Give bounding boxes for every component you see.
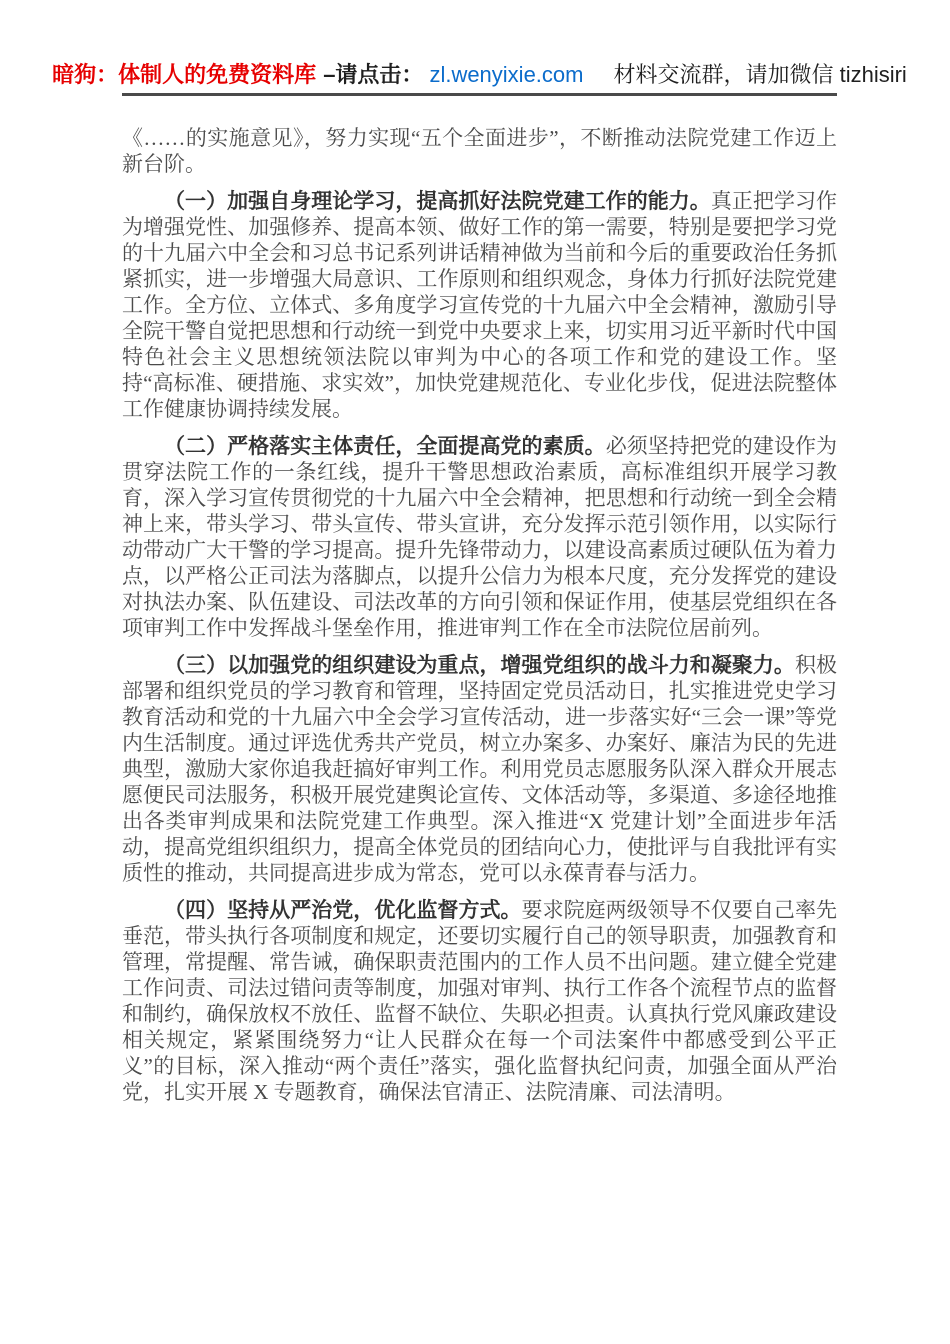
promo-group-note: 材料交流群，请加微信 tizhisiri (613, 62, 907, 87)
paragraph-lead: （四）坚持从严治党，优化监督方式。 (164, 898, 522, 922)
paragraph-text: 积极部署和组织党员的学习教育和管理，坚持固定党员活动日，扎实推进党史学习教育活动和党的十九届六中全会学习宣传活动，进一步落实好“三会一课”等党内生活制度。通过评选优秀共产党员，树立办案多、办案好、廉洁为民的先进典型，激励大家你追我赶搞好审判工作。利用党员志愿服务队深入群众开展志愿便民司法服务，积极开展党建舆论宣传、文体活动等，多渠道、多途径地推出各类审判成果和法院党建工作典型。深入推进“X 党建计划”全面进步年活动，提高党组织组织力，提高全体党员的团结向心力，使批评与自我批评有实质性的推动，共同提高进步成为常态，党可以永葆青春与活力。 (122, 653, 838, 885)
paragraph-text: 要求院庭两级领导不仅要自己率先垂范，带头执行各项制度和规定，还要切实履行自己的领导职责，加强教育和管理，常提醒、常告诫，确保职责范围内的工作人员不出问题。建立健全党建工作问责、司法过错问责等制度，加强对审判、执行工作各个流程节点的监督和制约，确保放权不放任、监督不缺位、失职必担责。认真执行党风廉政建设相关规定，紧紧围绕努力“让人民群众在每一个司法案件中都感受到公平正义”的目标，深入推动“两个责任”落实，强化监督执纪问责，加强全面从严治党，扎实开展 X 专题教育，确保法官清正、法院清廉、司法清明。 (122, 898, 837, 1104)
paragraph-text: 必须坚持把党的建设作为贯穿法院工作的一条红线，提升干警思想政治素质，高标准组织开展学习教育，深入学习宣传贯彻党的十九届六中全会精神，把思想和行动统一到全会精神上来，带头学习、带头宣传、带头宣讲，充分发挥示范引领作用，以实际行动带动广大干警的学习提高。提升先锋带动力，以建设高素质过硬队伍为着力点，以严格公正司法为落脚点，以提升公信力为根本尺度，充分发挥党的建设对执法办案、队伍建设、司法改革的方向引领和保证作用，使基层党组织在各项审判工作中发挥战斗堡垒作用，推进审判工作在全市法院位居前列。 (122, 434, 838, 640)
promo-site-link[interactable]: zl.wenyixie.com (429, 62, 584, 87)
paragraph-text: 《……的实施意见》，努力实现“五个全面进步”，不断推动法院党建工作迈上新台阶。 (122, 126, 837, 176)
promo-brand-text: 暗狗：体制人的免费资料库 (52, 62, 317, 87)
document-body (122, 125, 837, 1105)
paragraph-section-2 (122, 433, 837, 641)
paragraph-intro (122, 125, 837, 177)
promo-click-prompt: –请点击： (323, 62, 424, 87)
paragraph-lead: （二）严格落实主体责任，全面提高党的素质。 (164, 434, 606, 458)
paragraph-lead: （一）加强自身理论学习，提高抓好法院党建工作的能力。 (164, 189, 711, 213)
paragraph-lead: （三）以加强党的组织建设为重点，增强党组织的战斗力和凝聚力。 (164, 653, 795, 677)
promo-header (52, 62, 907, 88)
header-divider (122, 93, 837, 96)
paragraph-text: 真正把学习作为增强党性、加强修养、提高本领、做好工作的第一需要，特别是要把学习党的十九届六中全会和习总书记系列讲话精神做为当前和今后的重要政治任务抓紧抓实，进一步增强大局意识、工作原则和组织观念，身体力行抓好法院党建工作。全方位、立体式、多角度学习宣传党的十九届六中全会精神，激励引导全院干警自觉把思想和行动统一到党中央要求上来，切实用习近平新时代中国特色社会主义思想统领法院以审判为中心的各项工作和党的建设工作。坚持“高标准、硬措施、求实效”，加快党建规范化、专业化步伐，促进法院整体工作健康协调持续发展。 (122, 189, 838, 421)
paragraph-section-1 (122, 188, 837, 422)
paragraph-section-4 (122, 897, 837, 1105)
paragraph-section-3 (122, 652, 837, 886)
